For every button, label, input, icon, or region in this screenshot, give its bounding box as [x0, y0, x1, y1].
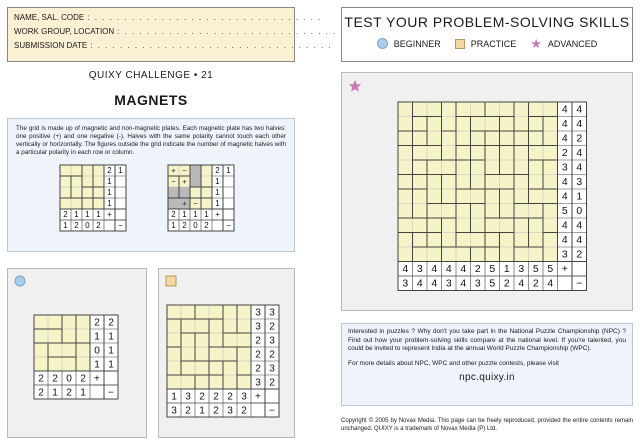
puzzle-title: MAGNETS [114, 92, 188, 108]
copyright-text: Copyright © 2005 by Novax Media. This page can be freely reproduced, provided the entire contents remain unchanged. QUIXY is a trademark of Novax Media (P) Ltd. [341, 418, 633, 432]
beginner-puzzle-col-plus-clue: 2 [38, 373, 44, 385]
practice-puzzle-col-plus-clue: 2 [213, 391, 219, 403]
advanced-puzzle-row-minus-clue: 1 [576, 191, 583, 203]
advanced-puzzle-col-plus-clue: 4 [402, 264, 409, 276]
example-puzzle-col-plus-clue: 1 [85, 210, 90, 220]
advanced-puzzle-row-plus-clue: 4 [561, 235, 568, 247]
beginner-puzzle-col-minus-clue: 2 [66, 387, 72, 399]
beginner-circle-icon [377, 38, 388, 49]
example-puzzle-board [60, 165, 104, 209]
advanced-puzzle-row-plus-clue: 5 [561, 206, 568, 218]
example-solution-row-minus-clue: 1 [226, 166, 231, 176]
advanced-puzzle-row-plus-clue: 4 [561, 133, 568, 145]
example-solution-shaded-cell [168, 198, 179, 209]
advanced-puzzle-row-minus-clue: 4 [576, 220, 583, 232]
example-solution-shaded-cell [179, 187, 190, 198]
beginner-puzzle-row-plus-clue: 2 [94, 317, 100, 329]
practice-puzzle-col-minus-clue: 3 [171, 405, 177, 417]
practice-puzzle-col-plus-clue: 3 [241, 391, 247, 403]
example-solution-col-minus-clue: 2 [204, 221, 209, 231]
beginner-puzzle-row-plus-clue: 0 [94, 345, 100, 357]
beginner-puzzle-col-plus-clue: 2 [80, 373, 86, 385]
advanced-puzzle-col-plus-clue: 4 [431, 264, 438, 276]
example-puzzle-row-plus-clue: 1 [107, 188, 112, 198]
advanced-puzzle-col-minus-clue: 4 [518, 278, 525, 290]
practice-grid [159, 269, 296, 439]
advanced-puzzle-col-plus-clue: 3 [518, 264, 525, 276]
example-solution-cell-mark: + [182, 198, 187, 208]
example-puzzle-row-plus-clue: 1 [107, 177, 112, 187]
practice-puzzle-col-plus-clue: 2 [227, 391, 233, 403]
advanced-puzzle-col-minus-clue: 4 [431, 278, 438, 290]
example-puzzle-col-minus-clue: 1 [63, 221, 68, 231]
advanced-puzzle-col-plus-clue: 5 [532, 264, 539, 276]
example-puzzle-plus-sign: + [107, 210, 112, 220]
example-solution-col-plus-clue: 1 [193, 210, 198, 220]
practice-puzzle-row-plus-clue: 2 [255, 349, 261, 361]
example-solution-board [168, 165, 212, 209]
practice-panel [158, 268, 295, 438]
example-solution-col-minus-clue: 0 [193, 221, 198, 231]
advanced-puzzle-row-minus-clue: 4 [576, 148, 583, 160]
advanced-puzzle-row-plus-clue: 4 [561, 220, 568, 232]
advanced-puzzle-col-plus-clue: 2 [474, 264, 481, 276]
example-solution-col-minus-clue: 2 [182, 221, 187, 231]
advanced-puzzle-col-plus-clue: 5 [489, 264, 496, 276]
example-solution-col-plus-clue: 2 [171, 210, 176, 220]
advanced-puzzle-col-minus-clue: 4 [460, 278, 467, 290]
advanced-puzzle-col-minus-clue: 3 [402, 278, 409, 290]
practice-puzzle-col-plus-clue: 3 [185, 391, 191, 403]
practice-puzzle-col-plus-clue: 1 [171, 391, 177, 403]
beginner-puzzle-board [34, 315, 90, 371]
example-puzzle-col-plus-clue: 1 [96, 210, 101, 220]
example-solution-cell-mark: − [171, 176, 176, 186]
example-solution-row-plus-clue: 1 [215, 177, 220, 187]
difficulty-legend: BEGINNER PRACTICE ★ ADVANCED [342, 38, 632, 49]
advanced-puzzle-row-minus-clue: 2 [576, 133, 583, 145]
practice-puzzle-board [167, 305, 251, 403]
example-puzzle-row-plus-clue: 2 [107, 166, 112, 176]
example-solution-col-plus-clue: 1 [204, 210, 209, 220]
beginner-panel [7, 268, 147, 438]
npc-more-text: For more details about NPC, WPC and other puzzle contests, please visit [348, 359, 559, 367]
example-puzzle-col-minus-clue: 0 [85, 221, 90, 231]
practice-puzzle-col-minus-clue: 1 [199, 405, 205, 417]
advanced-puzzle-col-minus-clue: 3 [474, 278, 481, 290]
beginner-puzzle-row-minus-clue: 2 [108, 317, 114, 329]
practice-puzzle-plus-sign: + [255, 391, 261, 403]
practice-puzzle-col-minus-clue: 2 [185, 405, 191, 417]
practice-puzzle-col-plus-clue: 2 [199, 391, 205, 403]
challenge-number: QUIXY CHALLENGE • 21 [88, 70, 214, 81]
example-solution-cell-mark: + [171, 165, 176, 175]
advanced-puzzle-col-minus-clue: 2 [532, 278, 539, 290]
advanced-puzzle-row-minus-clue: 4 [576, 235, 583, 247]
example-puzzle-row-plus-clue: 1 [107, 199, 112, 209]
example-solution-cell-mark: − [193, 198, 198, 208]
beginner-puzzle-col-plus-clue: 0 [66, 373, 72, 385]
practice-puzzle-row-plus-clue: 2 [255, 335, 261, 347]
practice-puzzle-col-minus-clue: 3 [227, 405, 233, 417]
advanced-grid [342, 73, 634, 312]
beginner-puzzle-col-minus-clue: 1 [80, 387, 86, 399]
example-puzzle-col-plus-clue: 2 [63, 210, 68, 220]
beginner-puzzle-row-minus-clue: 1 [108, 345, 114, 357]
practice-puzzle-row-plus-clue: 3 [255, 321, 261, 333]
form-field-date[interactable]: SUBMISSION DATE : . . . . . . . . . . . . . . . . . . . . . . . . . . . . . . . . [14, 41, 333, 50]
beginner-puzzle-plus-sign: + [94, 373, 100, 385]
practice-puzzle-col-minus-clue: 2 [241, 405, 247, 417]
beginner-puzzle-row-minus-clue: 1 [108, 331, 114, 343]
advanced-puzzle-row-minus-clue: 3 [576, 177, 583, 189]
practice-puzzle-row-plus-clue: 3 [255, 377, 261, 389]
advanced-puzzle-col-minus-clue: 4 [547, 278, 554, 290]
rules-text: The grid is made up of magnetic and non-magnetic plates. Each magnetic plate has two halves: one positive (+) and one negative (-). Halves with the same polarity cannot touch each other vertically or horizontally. The figures outside the grid indicate the number of magnetic halves with a particular polarity in each row or column. [16, 125, 286, 156]
practice-puzzle-row-minus-clue: 3 [269, 363, 275, 375]
advanced-puzzle-row-minus-clue: 4 [576, 119, 583, 131]
example-solution-shaded-cell [190, 165, 201, 176]
beginner-puzzle-row-plus-clue: 1 [94, 331, 100, 343]
advanced-puzzle-col-minus-clue: 5 [489, 278, 496, 290]
advanced-puzzle-col-plus-clue: 5 [547, 264, 554, 276]
practice-square-icon [455, 39, 465, 49]
advanced-puzzle-row-plus-clue: 3 [561, 162, 568, 174]
submission-form [7, 7, 337, 62]
npc-link[interactable]: npc.quixy.in [459, 372, 515, 384]
example-solution-row-plus-clue: 2 [215, 166, 220, 176]
practice-puzzle-row-minus-clue: 3 [269, 335, 275, 347]
advanced-puzzle-row-plus-clue: 4 [561, 177, 568, 189]
example-solution-shaded-cell [190, 176, 201, 187]
beginner-puzzle-row-plus-clue: 1 [94, 359, 100, 371]
beginner-puzzle-minus-sign: − [108, 387, 114, 399]
practice-puzzle-row-plus-clue: 2 [255, 363, 261, 375]
example-solution-shaded-cell [168, 187, 179, 198]
advanced-puzzle-row-plus-clue: 4 [561, 104, 568, 116]
advanced-puzzle-col-plus-clue: 4 [460, 264, 467, 276]
advanced-puzzle-row-plus-clue: 4 [561, 191, 568, 203]
beginner-grid [8, 269, 148, 439]
advanced-puzzle-row-minus-clue: 4 [576, 104, 583, 116]
advanced-puzzle-col-minus-clue: 2 [503, 278, 510, 290]
npc-text: Interested in puzzles ? Why don't you take part in the National Puzzle Championship (NPC) ? Find out how your problem-solving skills compare at the national level. If you're talented, you could be invited to represent India at the annual World Puzzle Championship (WPC). [348, 328, 626, 353]
example-puzzle-row-minus-clue: 1 [118, 166, 123, 176]
advanced-puzzle-board-bg [398, 102, 558, 262]
advanced-puzzle-row-plus-clue: 2 [561, 148, 568, 160]
rules-box [7, 118, 295, 252]
example-grids [16, 161, 288, 243]
beginner-puzzle-col-plus-clue: 2 [52, 373, 58, 385]
practice-puzzle-col-minus-clue: 2 [213, 405, 219, 417]
advanced-puzzle-row-plus-clue: 4 [561, 119, 568, 131]
beginner-puzzle-col-minus-clue: 2 [38, 387, 44, 399]
practice-puzzle-row-minus-clue: 3 [269, 307, 275, 319]
advanced-puzzle-col-plus-clue: 3 [416, 264, 423, 276]
practice-puzzle-row-minus-clue: 2 [269, 349, 275, 361]
form-field-workgroup[interactable]: WORK GROUP, LOCATION : . . . . . . . . . . . . . . . . . . . . . . . . . . . . . [14, 27, 337, 36]
practice-puzzle-row-plus-clue: 3 [255, 307, 261, 319]
page-title: TEST YOUR PROBLEM-SOLVING SKILLS [344, 14, 630, 30]
advanced-puzzle-row-minus-clue: 4 [576, 162, 583, 174]
example-puzzle-minus-sign: − [118, 221, 123, 231]
advanced-puzzle-row-plus-clue: 3 [561, 249, 568, 261]
advanced-puzzle-plus-sign: + [561, 264, 568, 276]
advanced-puzzle-col-plus-clue: 1 [503, 264, 510, 276]
advanced-star-icon: ★ [530, 35, 542, 51]
example-solution-cell-mark: − [182, 165, 187, 175]
example-puzzle-col-plus-clue: 1 [74, 210, 79, 220]
beginner-puzzle-col-minus-clue: 1 [52, 387, 58, 399]
example-solution-row-plus-clue: 1 [215, 199, 220, 209]
advanced-puzzle-col-minus-clue: 4 [416, 278, 423, 290]
practice-puzzle-minus-sign: − [269, 405, 275, 417]
practice-puzzle-row-minus-clue: 2 [269, 377, 275, 389]
title-box [341, 7, 633, 62]
advanced-panel [341, 72, 633, 311]
example-solution-col-minus-clue: 1 [171, 221, 176, 231]
example-solution-minus-sign: − [226, 221, 231, 231]
example-solution-row-plus-clue: 1 [215, 188, 220, 198]
example-puzzle-col-minus-clue: 2 [96, 221, 101, 231]
example-puzzle-col-minus-clue: 2 [74, 221, 79, 231]
advanced-puzzle-row-minus-clue: 0 [576, 206, 583, 218]
advanced-puzzle-minus-sign: − [576, 278, 583, 290]
npc-info-box [341, 323, 633, 406]
example-solution-plus-sign: + [215, 210, 220, 220]
advanced-puzzle-board [398, 102, 558, 262]
beginner-puzzle-row-minus-clue: 1 [108, 359, 114, 371]
practice-puzzle-row-minus-clue: 2 [269, 321, 275, 333]
form-field-name[interactable]: NAME, SAL. CODE : . . . . . . . . . . . . . . . . . . . . . . . . . . . . . . . [14, 13, 322, 22]
advanced-puzzle-col-minus-clue: 3 [445, 278, 452, 290]
example-solution-col-plus-clue: 1 [182, 210, 187, 220]
advanced-puzzle-row-minus-clue: 2 [576, 249, 583, 261]
advanced-puzzle-col-plus-clue: 4 [445, 264, 452, 276]
example-solution-cell-mark: + [182, 176, 187, 186]
